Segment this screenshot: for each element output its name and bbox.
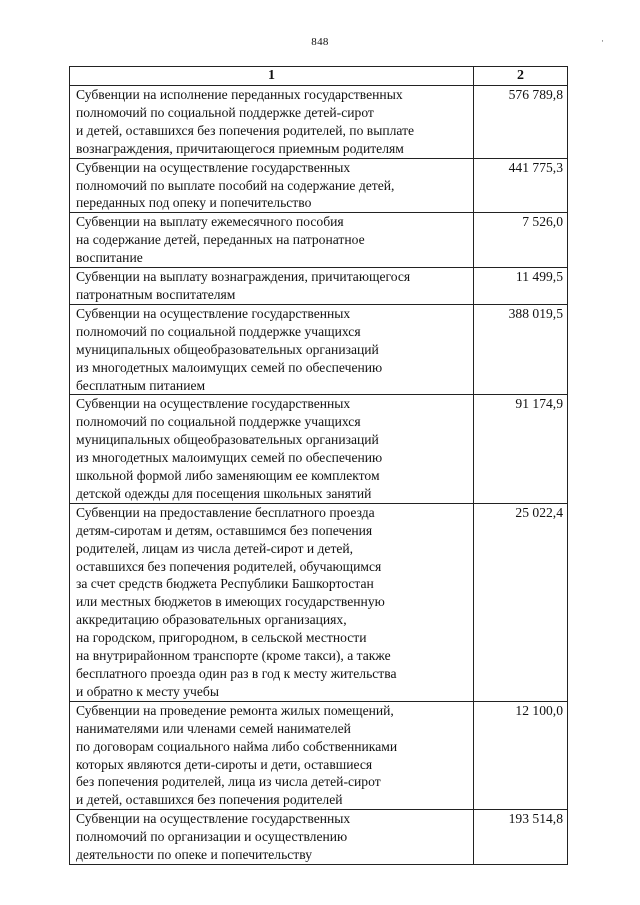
- description-line: переданных под опеку и попечительство: [76, 195, 312, 211]
- subventions-table: [69, 66, 568, 865]
- row-amount: 388 019,5: [474, 304, 568, 395]
- row-description: [70, 503, 474, 701]
- column-header-amount: 2: [474, 67, 568, 86]
- description-line: Субвенции на выплату вознаграждения, причитающегося: [76, 269, 411, 285]
- row-amount: 91 174,9: [474, 395, 568, 503]
- row-amount: 193 514,8: [474, 810, 568, 865]
- table-row: [70, 395, 568, 503]
- description-line: воспитание: [76, 250, 143, 266]
- row-description: [70, 395, 474, 503]
- description-line: деятельности по опеке и попечительству: [76, 847, 312, 863]
- table-row: [70, 86, 568, 159]
- description-line: бесплатного проезда один раз в год к месту жительства: [76, 666, 397, 681]
- description-line: Субвенции на осуществление государственных: [76, 396, 351, 412]
- row-description: [70, 268, 474, 305]
- description-line: Субвенции на предоставление бесплатного проезда: [76, 504, 375, 520]
- description-line: оставшихся без попечения родителей, обучающимся: [76, 558, 382, 574]
- description-line: из многодетных малоимущих семей по обеспечению: [76, 359, 383, 375]
- description-line: аккредитацию образовательных организациях,: [76, 612, 347, 628]
- row-description: [70, 810, 474, 865]
- table-row: [70, 304, 568, 395]
- row-amount: 11 499,5: [474, 268, 568, 305]
- description-line: или местных бюджетов в имеющих государственную: [76, 594, 385, 610]
- description-line: муниципальных общеобразовательных организаций: [76, 432, 379, 448]
- description-line: школьной формой либо заменяющим ее комплектом: [76, 468, 380, 484]
- description-line: детям-сиротам и детям, оставшимся без попечения: [76, 522, 373, 538]
- row-description: [70, 86, 474, 159]
- row-amount: 576 789,8: [474, 86, 568, 159]
- description-line: Субвенции на осуществление государственных: [76, 811, 351, 827]
- description-line: и обратно к месту учебы: [76, 683, 219, 699]
- column-header-description: 1: [70, 67, 474, 86]
- description-line: Субвенции на осуществление государственных: [76, 305, 351, 321]
- description-line: по договорам социального найма либо собственниками: [76, 738, 398, 754]
- description-line: полномочий по социальной поддержке детей-сирот: [76, 104, 374, 120]
- description-line: бесплатным питанием: [76, 377, 206, 393]
- description-line: детской одежды для посещения школьных занятий: [76, 485, 372, 501]
- description-line: и детей, оставшихся без попечения родителей: [76, 792, 343, 808]
- description-line: вознаграждения, причитающегося приемным родителям: [76, 140, 404, 156]
- table-row: [70, 810, 568, 865]
- row-amount: 25 022,4: [474, 503, 568, 701]
- header-row: [70, 67, 568, 86]
- row-description: [70, 304, 474, 395]
- table-row: [70, 213, 568, 268]
- description-line: патронатным воспитателям: [76, 286, 236, 302]
- description-line: полномочий по социальной поддержке учащихся: [76, 323, 361, 339]
- description-line: родителей, лицам из числа детей-сирот и детей,: [76, 540, 354, 556]
- description-line: на содержание детей, переданных на патронатное: [76, 232, 365, 248]
- row-description: [70, 213, 474, 268]
- table-body: [70, 86, 568, 865]
- table-row: [70, 158, 568, 213]
- description-line: Субвенции на выплату ежемесячного пособия: [76, 214, 344, 230]
- corner-mark: ·: [601, 36, 604, 46]
- row-amount: 441 775,3: [474, 158, 568, 213]
- row-description: [70, 701, 474, 809]
- table-row: [70, 268, 568, 305]
- description-line: муниципальных общеобразовательных организаций: [76, 341, 379, 357]
- description-line: Субвенции на осуществление государственных: [76, 159, 351, 175]
- description-line: полномочий по социальной поддержке учащихся: [76, 414, 361, 430]
- page-number: 848: [311, 36, 329, 48]
- description-line: за счет средств бюджета Республики Башкортостан: [76, 576, 374, 592]
- description-line: полномочий по выплате пособий на содержание детей,: [76, 177, 395, 193]
- row-amount: 7 526,0: [474, 213, 568, 268]
- table-row: [70, 503, 568, 701]
- description-line: на внутрирайонном транспорте (кроме такси), а также: [76, 648, 391, 664]
- description-line: нанимателями или членами семей нанимателей: [76, 720, 351, 736]
- row-description: [70, 158, 474, 213]
- description-line: без попечения родителей, лица из числа детей-сирот: [76, 774, 381, 790]
- row-amount: 12 100,0: [474, 701, 568, 809]
- description-line: и детей, оставшихся без попечения родителей, по выплате: [76, 122, 415, 138]
- description-line: из многодетных малоимущих семей по обеспечению: [76, 450, 383, 466]
- description-line: на городском, пригородном, в сельской местности: [76, 630, 367, 646]
- description-line: Субвенции на проведение ремонта жилых помещений,: [76, 702, 394, 718]
- table-row: [70, 701, 568, 809]
- description-line: Субвенции на исполнение переданных государственных: [76, 87, 403, 102]
- description-line: которых являются дети-сироты и дети, оставшиеся: [76, 756, 373, 772]
- description-line: полномочий по организации и осуществлению: [76, 829, 348, 845]
